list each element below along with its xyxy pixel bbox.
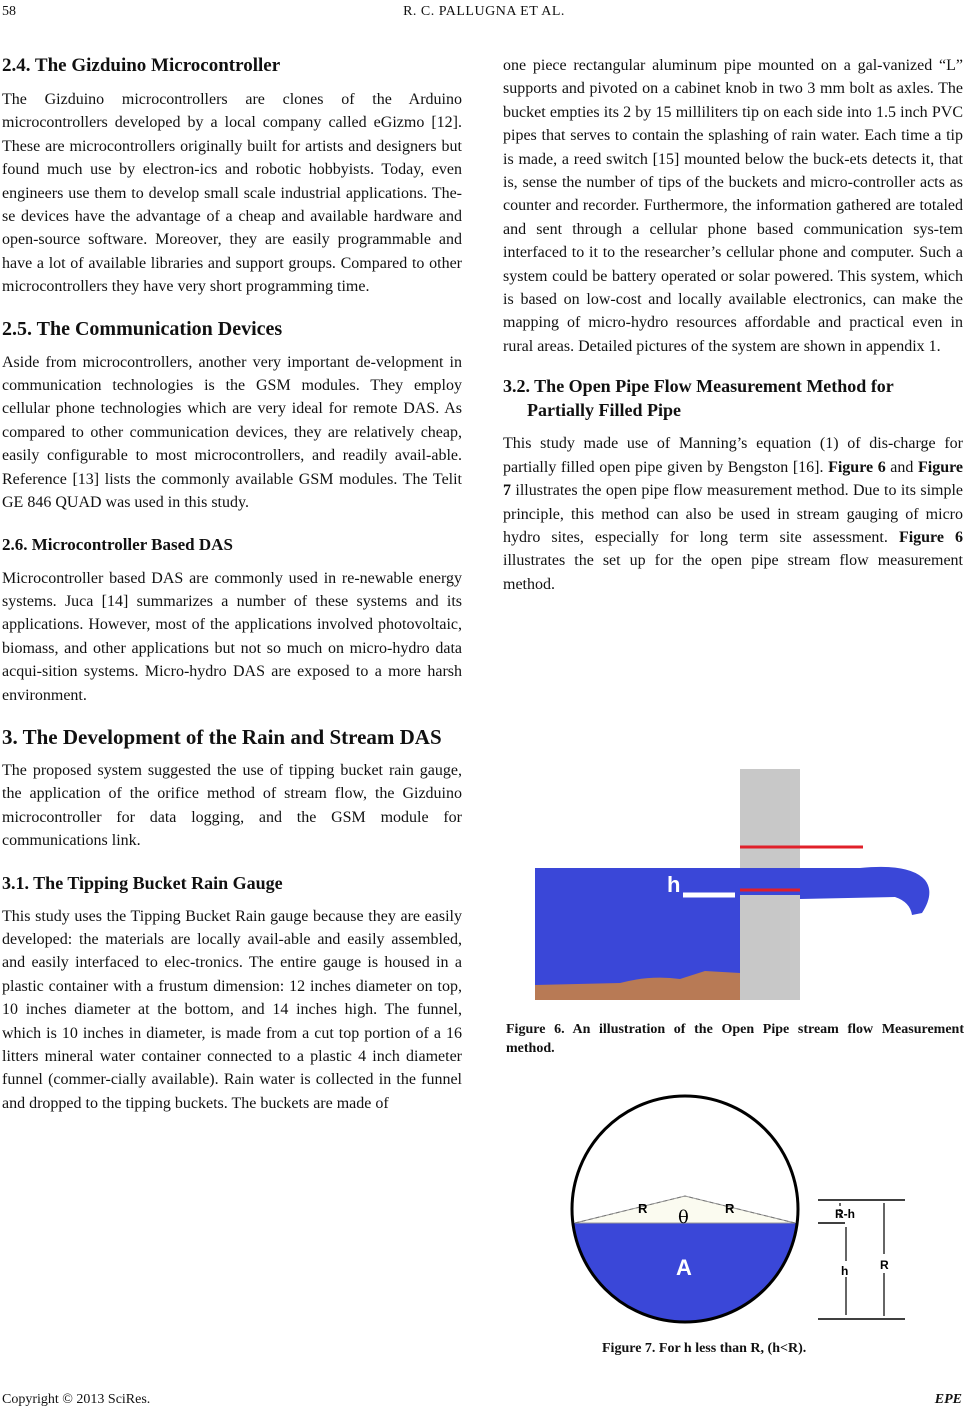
section-3-text: The proposed system suggested the use of tipping bucket rain gauge, the application of the orifice method of stream flow, the Gizduino microcontroller for data logging, and the GSM module for communications link. xyxy=(2,761,462,850)
continued-text: one piece rectangular aluminum pipe mounted on a gal-vanized “L” supports and pivoted on a cabinet knob in two 3 mm bolt as axles. The bucket empties its 2 by 15 milliliters tip on each side into 1.5 inch PVC pipes that serves to contain the splashing of rain water. Each time a tip is made, a reed switch [15] mounted below the buck-ets detects it, that is, sense the number of tips of the buckets and micro-controller acts as counter and recorder. Furthermore, the information gathered are totaled and sent through a cellular phone based communication sys-tem interfaced to it to the researcher’s cellular phone and computer. Such a system could be battery operated or solar powered. This system, which is based on low-cost and locally available electronics, can make the mapping of micro-hydro resources affordable and practical even in rural areas. Detailed pictures of the system are shown in appendix 1. xyxy=(503,57,963,355)
figure-6-illustration xyxy=(530,765,940,1010)
running-head: R. C. PALLUGNA ET AL. xyxy=(403,4,565,19)
section-3-1-text: This study uses the Tipping Bucket Rain gauge because they are easily developed: the materials are locally avail-able and easily assembled, and easily interfaced to elec-tronics. The entire gauge is housed in a plastic container with a frustum dimension: 12 inches diameter on top, 10 inches diameter at the bottom, and 14 inches high. The funnel, which is 10 inches in diameter, is made from a cut top portion of a 16 litters mineral water container connected to a plastic 4 inch diameter funnel (commer-cially available). Rain water is collected in the funnel and dropped to the tipping buckets. The buckets are made of xyxy=(2,907,462,1112)
left-column xyxy=(2,54,462,1115)
figure-7-ref[interactable]: Figure 7 xyxy=(503,458,964,500)
section-3-2-p2: illustrates the open pipe flow measurement method. Due to its simple principle, this method can also be used in stream gauging of micro hydro sites, especially for long term site assessment. xyxy=(503,482,964,546)
figure-6-ref-2[interactable]: Figure 6 xyxy=(898,528,964,546)
label-R-right: R xyxy=(725,1201,735,1216)
section-3-2-title: 3.2. The Open Pipe Flow Measurement Method for Partially Filled Pipe xyxy=(503,376,894,421)
page-header xyxy=(0,4,968,26)
figure-6-ref[interactable]: Figure 6 xyxy=(828,458,886,476)
label-h: h xyxy=(841,1264,849,1278)
and-word: and xyxy=(890,458,914,476)
section-3-2-p3: illustrates the set up for the open pipe stream flow measurement method. xyxy=(503,552,963,593)
copyright: Copyright © 2013 SciRes. xyxy=(2,1392,151,1407)
section-3-1-title: 3.1. The Tipping Bucket Rain Gauge xyxy=(2,872,283,893)
section-2-5-text: Aside from microcontrollers, another very important de-velopment in communication technologies is the GSM modules. They employ cellular phone technologies which are very ideal for remote DAS. As compared to other communication devices, they are relatively cheap, easily configurable to most microcontrollers, and readily avail-able. Reference [13] lists the commonly available GSM modules. The Telit GE 846 QUAD was used in this study. xyxy=(2,353,462,512)
section-2-4-text: The Gizduino microcontrollers are clones of the Arduino microcontrollers developed by a local company called eGizmo [12]. These are microcontrollers originally built for artists and designers but found much use by electron-ics and robotic hobbyists. Today, even engineers use them to develop small scale industrial applications. The-se devices have the advantage of a cheap and available hardware and open-source software. Moreover, they are easily programmable and have a lot of available libraries and support groups. Compared to other microcontrollers they have very short programming time. xyxy=(2,91,462,296)
section-2-6-text: Microcontroller based DAS are commonly used in re-newable energy systems. Juca [14] summarizes a number of these systems and its applications. However, most of the applications involved photovoltaic, biomass, and other applications but not so much on micro-hydro data acqui-sition systems. Micro-hydro DAS are exposed to a more harsh environment. xyxy=(2,569,462,704)
section-3-2-text xyxy=(503,432,963,596)
figure-6-caption: Figure 6. An illustration of the Open Pipe stream flow Measurement method. xyxy=(506,1022,964,1056)
page-number: 58 xyxy=(2,4,16,19)
figure-7-caption: Figure 7. For h less than R, (h<R). xyxy=(602,1341,807,1356)
label-theta: θ xyxy=(678,1207,689,1228)
h-label: h xyxy=(667,872,681,897)
section-2-4-title: 2.4. The Gizduino Microcontroller xyxy=(2,55,281,76)
label-R-left: R xyxy=(638,1201,648,1216)
journal-name: EPE xyxy=(934,1392,962,1407)
label-R-h: R-h xyxy=(835,1207,855,1221)
right-column xyxy=(503,54,963,596)
wall-lower xyxy=(740,895,800,1000)
section-2-6-title: 2.6. Microcontroller Based DAS xyxy=(2,534,233,554)
section-3-2-p1: This study made use of Manning’s equation (1) of dis-charge for partially filled open pipe given by Bengston [16]. xyxy=(503,435,963,476)
wall-upper xyxy=(740,769,800,882)
figure-7-illustration xyxy=(560,1093,910,1328)
section-2-5-title: 2.5. The Communication Devices xyxy=(2,317,283,340)
label-A: A xyxy=(676,1255,692,1280)
section-3-title: 3. The Development of the Rain and Stream DAS xyxy=(2,724,442,749)
label-R-dim: R xyxy=(880,1258,889,1272)
